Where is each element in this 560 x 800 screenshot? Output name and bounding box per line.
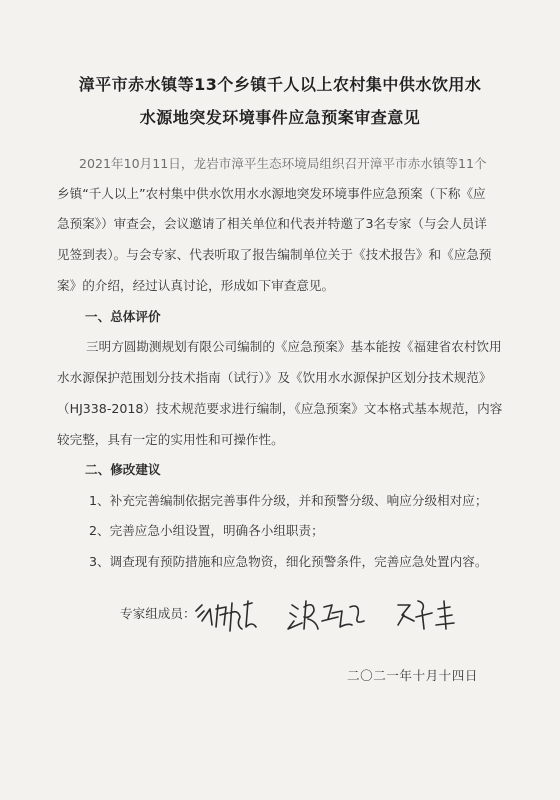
- intro-line: 见签到表）。与会专家、代表听取了报告编制单位关于《技术报告》和《应急预: [57, 247, 492, 262]
- handwritten-signatures: [192, 591, 522, 639]
- section-2-heading: 二、修改建议: [85, 462, 161, 477]
- suggestion-item: 1、补充完善编制依据完善事件分级，并和预警分级、响应分级相对应；: [89, 493, 488, 508]
- section-1-line: 较完整，具有一定的实用性和可操作性。: [57, 432, 284, 447]
- document-date: 二〇二一年十月十四日: [347, 668, 478, 683]
- document-title-line-1: 漳平市赤水镇等13个乡镇千人以上农村集中供水饮用水: [78, 75, 482, 94]
- intro-line: 乡镇“千人以上”农村集中供水饮用水水源地突发环境事件应急预案（下称《应: [57, 186, 486, 201]
- suggestion-item: 2、完善应急小组设置，明确各小组职责；: [89, 523, 324, 538]
- section-1-heading: 一、总体评价: [85, 309, 161, 324]
- section-1-line: 三明方圆勘测规划有限公司编制的《应急预案》基本能按《福建省农村饮用: [86, 339, 502, 354]
- signature-1: [196, 601, 256, 631]
- suggestion-item: 3、调查现有预防措施和应急物资，细化预警条件，完善应急处置内容。: [89, 554, 488, 569]
- section-1-line: 水水源保护范围划分技术指南（试行）》及《饮用水水源保护区划分技术规范》: [57, 370, 492, 385]
- signature-2: [288, 601, 364, 629]
- document-title-line-2: 水源地突发环境事件应急预案审查意见: [139, 108, 421, 127]
- section-1-line: （HJ338-2018）技术规范要求进行编制，《应急预案》文本格式基本规范，内容: [57, 401, 503, 416]
- signature-label: 专家组成员：: [120, 606, 196, 621]
- signature-3: [398, 601, 454, 629]
- intro-line: 2021年10月11日，龙岩市漳平生态环境局组织召开漳平市赤水镇等11个: [79, 156, 487, 171]
- intro-line: 急预案》）审查会，会议邀请了相关单位和代表并特邀了3名专家（与会人员详: [57, 216, 487, 231]
- intro-line: 案》的介绍，经过认真讨论，形成如下审查意见。: [57, 278, 335, 293]
